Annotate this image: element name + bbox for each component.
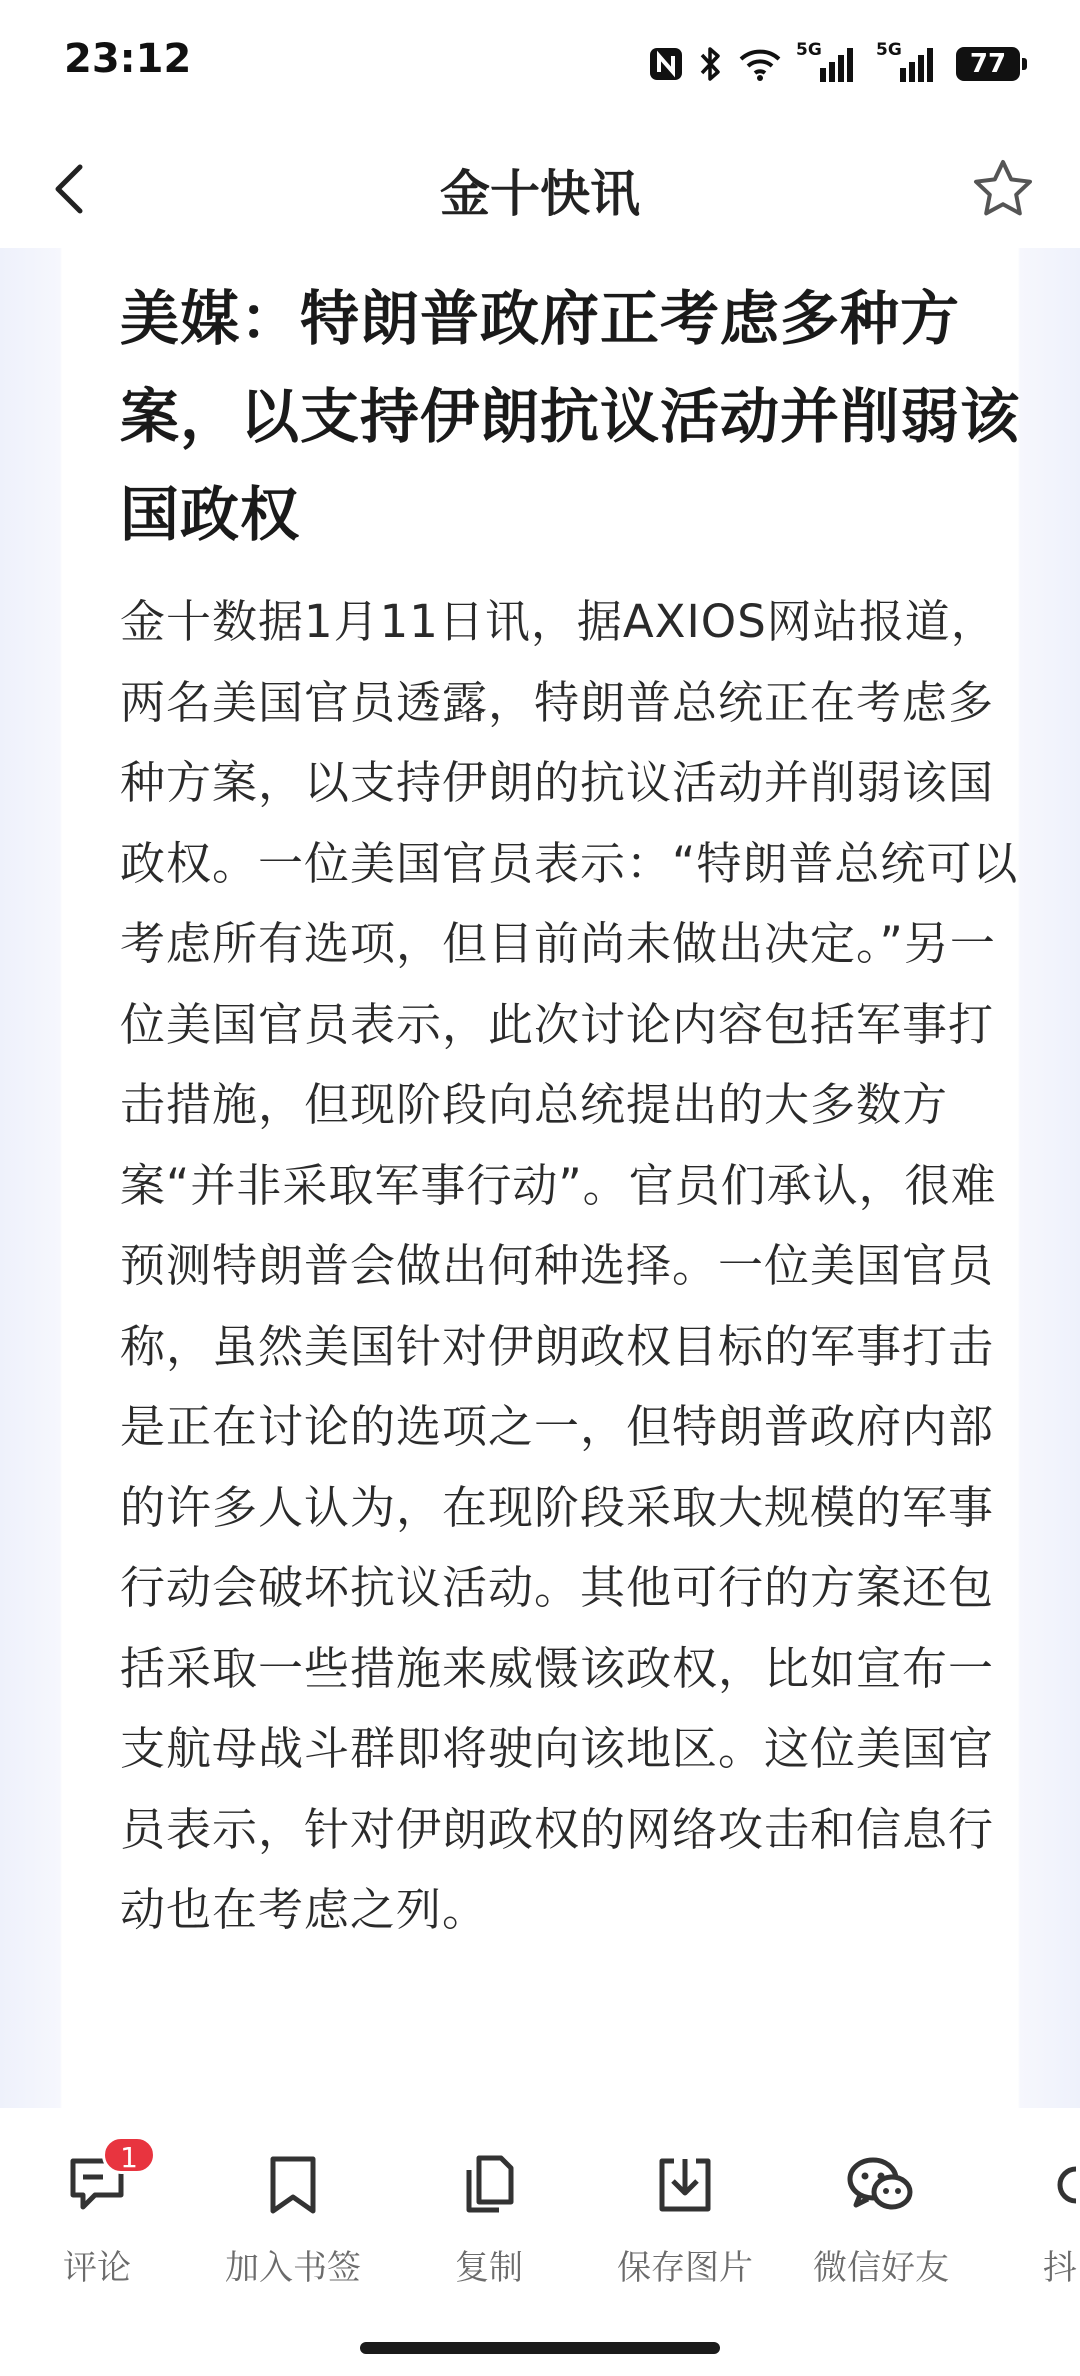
article-card [62, 248, 1021, 2108]
comment-label: 评论 [63, 2248, 131, 2288]
nfc-icon [648, 46, 684, 82]
bookmark-label: 加入书签 [225, 2248, 361, 2288]
copy-label: 复制 [455, 2248, 523, 2288]
copy-icon [461, 2154, 517, 2216]
bluetooth-icon [698, 45, 724, 83]
status-time: 23:12 [64, 36, 192, 82]
battery-icon: 77 [956, 47, 1020, 81]
home-indicator[interactable] [360, 2342, 720, 2354]
douyin-icon [1036, 2155, 1080, 2215]
share-toolbar [0, 2108, 1080, 2376]
status-icons [648, 40, 1020, 88]
bookmark-button[interactable] [203, 2150, 383, 2289]
page-title: 金十快讯 [440, 165, 640, 223]
comment-button[interactable] [7, 2141, 187, 2289]
status-bar [0, 0, 1080, 128]
save-image-label: 保存图片 [617, 2248, 753, 2288]
bookmark-icon [267, 2155, 319, 2215]
article-body: 金十数据1月11日讯，据AXIOS网站报道，两名美国官员透露，特朗普总统正在考虑多种方案，以支持伊朗的抗议活动并削弱该国政权。一位美国官员表示：“特朗普总统可以考虑所有选项，但目前尚未做出决定。”另一位美国官员表示，此次讨论内容包括军事打击措施，但现阶段向总统提出的大多数方案“并非采取军事行动”。官员们承认，很难预测特朗普会做出何种选择。一位美国官员称，虽然美国针对伊朗政权目标的军事打击是正在讨论的选项之一，但特朗普政府内部的许多人认为，在现阶段采取大规模的军事行动会破坏抗议活动。其他可行的方案还包括采取一些措施来威慑该政权，比如宣布一支航母战斗群即将驶向该地区。这位美国官员表示，针对伊朗政权的网络攻击和信息行动也在考虑之列。 [120, 595, 1019, 1936]
wechat-share-button[interactable] [791, 2150, 971, 2289]
save-image-button[interactable] [595, 2150, 775, 2289]
app-header [0, 128, 1080, 248]
wifi-icon [738, 47, 782, 81]
article-title: 美媒：特朗普政府正考虑多种方案，以支持伊朗抗议活动并削弱该国政权 [120, 284, 1021, 549]
comment-count-badge: 1 [102, 2136, 156, 2174]
download-icon [656, 2155, 714, 2215]
wechat-icon [846, 2155, 916, 2215]
wechat-label: 微信好友 [813, 2248, 949, 2288]
favorite-button[interactable] [966, 152, 1040, 226]
copy-button[interactable] [399, 2150, 579, 2289]
douyin-share-button[interactable] [987, 2150, 1080, 2289]
signal-icon: 5G [796, 44, 862, 84]
star-outline-icon [971, 158, 1035, 220]
signal-icon: 5G [876, 44, 942, 84]
douyin-label: 抖 [1043, 2248, 1077, 2288]
